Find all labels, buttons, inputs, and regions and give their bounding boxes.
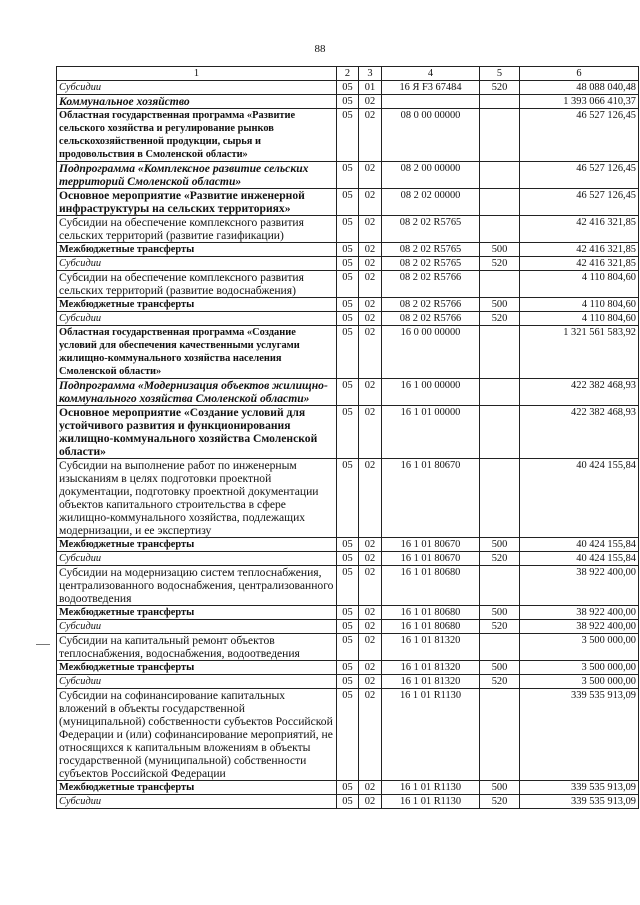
table-row (57, 81, 639, 95)
row-subsection: 02 (359, 538, 382, 552)
row-subsection: 02 (359, 795, 382, 809)
table-row (57, 634, 639, 661)
row-amount: 40 424 155,84 (520, 538, 639, 552)
row-section: 05 (337, 243, 359, 257)
table-row (57, 781, 639, 795)
row-expense-type (480, 162, 520, 189)
row-name: Межбюджетные трансферты (57, 781, 337, 795)
row-target-code: 08 2 02 R5765 (382, 216, 480, 243)
row-target-code: 16 1 01 80680 (382, 620, 480, 634)
table-row (57, 620, 639, 634)
row-section: 05 (337, 634, 359, 661)
row-expense-type (480, 689, 520, 781)
row-subsection: 02 (359, 298, 382, 312)
row-name: Субсидии на обеспечение комплексного развития сельских территорий (развитие газификации) (57, 216, 337, 243)
row-name: Субсидии на капитальный ремонт объектов теплоснабжения, водоснабжения, водоотведения (57, 634, 337, 661)
row-expense-type (480, 189, 520, 216)
row-target-code: 16 1 01 80680 (382, 606, 480, 620)
row-target-code: 08 2 02 R5766 (382, 271, 480, 298)
row-name: Субсидии (57, 675, 337, 689)
header-col-1: 1 (57, 67, 337, 81)
row-name: Межбюджетные трансферты (57, 298, 337, 312)
row-subsection: 02 (359, 216, 382, 243)
row-amount: 42 416 321,85 (520, 243, 639, 257)
budget-table-body (57, 67, 639, 809)
table-row (57, 552, 639, 566)
table-row (57, 257, 639, 271)
row-name: Субсидии (57, 795, 337, 809)
table-row (57, 271, 639, 298)
row-name: Субсидии (57, 552, 337, 566)
row-expense-type: 520 (480, 795, 520, 809)
row-subsection: 02 (359, 326, 382, 379)
table-row (57, 661, 639, 675)
row-name: Субсидии (57, 312, 337, 326)
row-amount: 4 110 804,60 (520, 271, 639, 298)
row-amount: 339 535 913,09 (520, 781, 639, 795)
table-row (57, 189, 639, 216)
row-amount: 422 382 468,93 (520, 379, 639, 406)
row-amount: 42 416 321,85 (520, 216, 639, 243)
row-name: Межбюджетные трансферты (57, 538, 337, 552)
row-expense-type (480, 379, 520, 406)
row-target-code: 16 1 01 81320 (382, 675, 480, 689)
row-target-code: 08 2 02 R5765 (382, 257, 480, 271)
header-col-3: 3 (359, 67, 382, 81)
row-section: 05 (337, 379, 359, 406)
row-subsection: 02 (359, 312, 382, 326)
row-section: 05 (337, 675, 359, 689)
table-row (57, 162, 639, 189)
table-row (57, 538, 639, 552)
row-subsection: 02 (359, 634, 382, 661)
row-name: Основное мероприятие «Создание условий для устойчивого развития и функционирования жилищно-коммунального хозяйства Смоленской области» (57, 406, 337, 459)
row-target-code: 08 2 02 R5766 (382, 312, 480, 326)
row-section: 05 (337, 781, 359, 795)
table-row (57, 216, 639, 243)
row-expense-type: 500 (480, 661, 520, 675)
row-expense-type: 520 (480, 552, 520, 566)
row-section: 05 (337, 566, 359, 606)
row-target-code (382, 95, 480, 109)
row-section: 05 (337, 661, 359, 675)
row-section: 05 (337, 538, 359, 552)
row-name: Основное мероприятие «Развитие инженерной инфраструктуры на сельских территориях» (57, 189, 337, 216)
row-expense-type: 500 (480, 298, 520, 312)
table-row (57, 675, 639, 689)
row-amount: 1 321 561 583,92 (520, 326, 639, 379)
row-amount: 3 500 000,00 (520, 661, 639, 675)
row-target-code: 08 2 02 R5765 (382, 243, 480, 257)
row-amount: 40 424 155,84 (520, 552, 639, 566)
row-expense-type (480, 406, 520, 459)
row-amount: 339 535 913,09 (520, 795, 639, 809)
row-section: 05 (337, 552, 359, 566)
row-amount: 1 393 066 410,37 (520, 95, 639, 109)
table-row (57, 95, 639, 109)
row-name: Подпрограмма «Модернизация объектов жилищно-коммунального хозяйства Смоленской области» (57, 379, 337, 406)
row-expense-type: 520 (480, 257, 520, 271)
row-target-code: 16 1 01 81320 (382, 661, 480, 675)
row-expense-type: 500 (480, 538, 520, 552)
table-row (57, 459, 639, 538)
row-subsection: 02 (359, 162, 382, 189)
row-section: 05 (337, 189, 359, 216)
row-section: 05 (337, 326, 359, 379)
row-expense-type: 500 (480, 243, 520, 257)
row-name: Коммунальное хозяйство (57, 95, 337, 109)
margin-mark (36, 644, 50, 645)
row-expense-type (480, 459, 520, 538)
row-amount: 46 527 126,45 (520, 189, 639, 216)
row-section: 05 (337, 606, 359, 620)
row-name: Субсидии (57, 81, 337, 95)
row-subsection: 02 (359, 271, 382, 298)
row-name: Субсидии (57, 620, 337, 634)
row-target-code: 08 2 02 00000 (382, 189, 480, 216)
row-amount: 38 922 400,00 (520, 606, 639, 620)
row-subsection: 02 (359, 606, 382, 620)
row-expense-type: 520 (480, 620, 520, 634)
table-row (57, 566, 639, 606)
row-target-code: 16 1 01 80670 (382, 538, 480, 552)
row-target-code: 16 1 01 R1130 (382, 795, 480, 809)
header-col-6: 6 (520, 67, 639, 81)
row-subsection: 02 (359, 675, 382, 689)
row-target-code: 08 0 00 00000 (382, 109, 480, 162)
row-subsection: 02 (359, 109, 382, 162)
row-amount: 3 500 000,00 (520, 675, 639, 689)
row-name: Субсидии на обеспечение комплексного развития сельских территорий (развитие водоснабжения) (57, 271, 337, 298)
row-expense-type (480, 271, 520, 298)
row-subsection: 02 (359, 379, 382, 406)
row-subsection: 01 (359, 81, 382, 95)
row-section: 05 (337, 109, 359, 162)
table-row (57, 689, 639, 781)
row-target-code: 16 Я F3 67484 (382, 81, 480, 95)
row-subsection: 02 (359, 406, 382, 459)
row-section: 05 (337, 459, 359, 538)
row-section: 05 (337, 298, 359, 312)
row-name: Субсидии на софинансирование капитальных вложений в объекты государственной (муниципальной) собственности субъектов Российской Федерации и (или) софинансирование мероприятий, не относящихся к капитальным вложениям в объекты государственной (муниципальной) собственности субъектов Российской Федерации (57, 689, 337, 781)
row-amount: 38 922 400,00 (520, 620, 639, 634)
row-amount: 48 088 040,48 (520, 81, 639, 95)
row-expense-type: 500 (480, 606, 520, 620)
row-target-code: 16 1 01 R1130 (382, 781, 480, 795)
row-target-code: 08 2 02 R5766 (382, 298, 480, 312)
row-section: 05 (337, 216, 359, 243)
row-subsection: 02 (359, 566, 382, 606)
row-target-code: 16 0 00 00000 (382, 326, 480, 379)
row-expense-type: 500 (480, 781, 520, 795)
row-expense-type: 520 (480, 312, 520, 326)
table-row (57, 312, 639, 326)
page-number: 88 (314, 43, 326, 55)
table-header-row (57, 67, 639, 81)
row-section: 05 (337, 95, 359, 109)
row-target-code: 16 1 01 81320 (382, 634, 480, 661)
table-row (57, 379, 639, 406)
row-name: Субсидии (57, 257, 337, 271)
row-amount: 3 500 000,00 (520, 634, 639, 661)
row-section: 05 (337, 795, 359, 809)
row-section: 05 (337, 312, 359, 326)
row-amount: 40 424 155,84 (520, 459, 639, 538)
row-subsection: 02 (359, 552, 382, 566)
row-subsection: 02 (359, 257, 382, 271)
table-row (57, 795, 639, 809)
row-section: 05 (337, 162, 359, 189)
row-amount: 42 416 321,85 (520, 257, 639, 271)
table-row (57, 109, 639, 162)
row-subsection: 02 (359, 689, 382, 781)
row-section: 05 (337, 406, 359, 459)
row-name: Субсидии на выполнение работ по инженерным изысканиям в целях подготовки проектной документации, подготовку проектной документации объектов капитального строительства в сфере жилищно-коммунального хозяйства, подлежащих модернизации, и ее экспертизу (57, 459, 337, 538)
row-expense-type (480, 634, 520, 661)
header-col-5: 5 (480, 67, 520, 81)
budget-table (56, 66, 639, 809)
row-target-code: 16 1 01 80670 (382, 552, 480, 566)
row-target-code: 16 1 01 80670 (382, 459, 480, 538)
row-subsection: 02 (359, 620, 382, 634)
row-amount: 46 527 126,45 (520, 162, 639, 189)
header-col-2: 2 (337, 67, 359, 81)
row-subsection: 02 (359, 95, 382, 109)
row-subsection: 02 (359, 661, 382, 675)
row-subsection: 02 (359, 781, 382, 795)
row-expense-type (480, 216, 520, 243)
table-row (57, 606, 639, 620)
row-expense-type (480, 566, 520, 606)
row-name: Межбюджетные трансферты (57, 661, 337, 675)
table-row (57, 406, 639, 459)
row-subsection: 02 (359, 459, 382, 538)
row-expense-type: 520 (480, 675, 520, 689)
row-amount: 4 110 804,60 (520, 312, 639, 326)
row-name: Подпрограмма «Комплексное развитие сельских территорий Смоленской области» (57, 162, 337, 189)
row-amount: 38 922 400,00 (520, 566, 639, 606)
row-target-code: 08 2 00 00000 (382, 162, 480, 189)
row-expense-type: 520 (480, 81, 520, 95)
row-expense-type (480, 109, 520, 162)
row-target-code: 16 1 01 00000 (382, 406, 480, 459)
row-amount: 4 110 804,60 (520, 298, 639, 312)
row-amount: 46 527 126,45 (520, 109, 639, 162)
row-section: 05 (337, 689, 359, 781)
row-name: Областная государственная программа «Создание условий для обеспечения качественными услугами жилищно-коммунального хозяйства населения Смоленской области» (57, 326, 337, 379)
row-target-code: 16 1 00 00000 (382, 379, 480, 406)
row-subsection: 02 (359, 189, 382, 216)
row-subsection: 02 (359, 243, 382, 257)
row-name: Областная государственная программа «Развитие сельского хозяйства и регулирование рынков сельскохозяйственной продукции, сырья и продовольствия в Смоленской области» (57, 109, 337, 162)
row-name: Межбюджетные трансферты (57, 243, 337, 257)
row-section: 05 (337, 620, 359, 634)
header-col-4: 4 (382, 67, 480, 81)
table-row (57, 298, 639, 312)
row-amount: 339 535 913,09 (520, 689, 639, 781)
table-row (57, 243, 639, 257)
table-row (57, 326, 639, 379)
row-target-code: 16 1 01 80680 (382, 566, 480, 606)
row-target-code: 16 1 01 R1130 (382, 689, 480, 781)
row-amount: 422 382 468,93 (520, 406, 639, 459)
row-section: 05 (337, 81, 359, 95)
row-name: Субсидии на модернизацию систем теплоснабжения, централизованного водоснабжения, централизованного водоотведения (57, 566, 337, 606)
row-section: 05 (337, 271, 359, 298)
row-section: 05 (337, 257, 359, 271)
row-expense-type (480, 326, 520, 379)
row-name: Межбюджетные трансферты (57, 606, 337, 620)
row-expense-type (480, 95, 520, 109)
